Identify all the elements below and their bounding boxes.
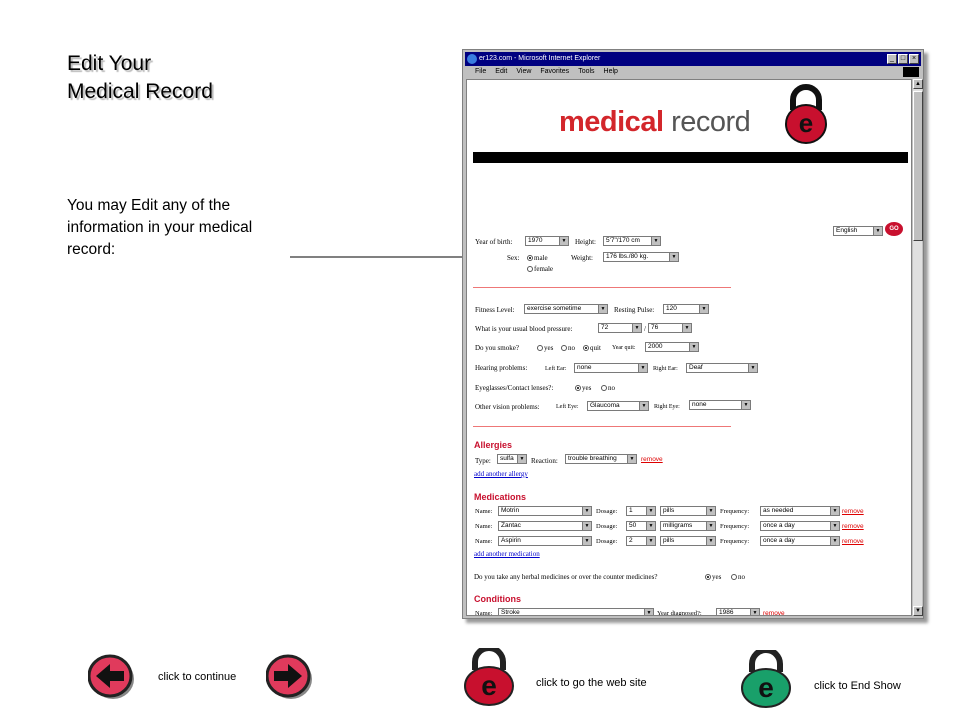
maximize-button[interactable]: □	[898, 54, 908, 64]
med-unit-select[interactable]: pills ▼	[660, 536, 716, 546]
conditions-heading: Conditions	[474, 594, 521, 604]
add-medication-link[interactable]: add another medication	[474, 550, 540, 558]
browser-window-title: er123.com - Microsoft Internet Explorer	[479, 55, 601, 62]
eyeglasses-no-option[interactable]	[601, 384, 615, 392]
padlock-e-logo-icon	[783, 84, 829, 146]
slide-title-line2: Medical Record	[67, 80, 213, 103]
sex-male-option[interactable]	[527, 254, 548, 262]
med-frequency-select[interactable]: once a day ▼	[760, 536, 840, 546]
website-padlock-button[interactable]	[461, 648, 517, 706]
pulse-label: Resting Pulse:	[614, 306, 655, 314]
menu-view[interactable]: View	[516, 68, 532, 75]
remove-med-link[interactable]: remove	[842, 523, 864, 530]
weight-label: Weight:	[571, 254, 593, 262]
eyeglasses-no-radio[interactable]	[601, 385, 607, 391]
smoke-yes-option[interactable]	[537, 344, 553, 352]
smoke-yes-text: yes	[544, 344, 554, 352]
year-quit-label: Year quit:	[612, 345, 636, 351]
forward-arrow-button[interactable]	[266, 652, 314, 700]
med-name-select[interactable]: Aspirin ▼	[498, 536, 592, 546]
medical-record-logo	[559, 106, 750, 139]
go-button[interactable]: GO	[885, 222, 903, 236]
weight-select[interactable]: 176 lbs./80 kg. ▼	[603, 252, 679, 262]
med-dosage-label: Dosage:	[596, 523, 618, 530]
close-button[interactable]: ×	[909, 54, 919, 64]
med-frequency-label: Frequency:	[720, 523, 750, 530]
med-name-select[interactable]: Motrin ▼	[498, 506, 592, 516]
continue-label[interactable]: click to continue	[158, 671, 237, 683]
ie-icon	[467, 54, 477, 64]
smoke-label: Do you smoke?	[475, 344, 519, 352]
bp-separator: /	[644, 325, 646, 333]
med-name-label: Name:	[475, 538, 493, 545]
year-quit-select[interactable]: 2000 ▼	[645, 342, 699, 352]
pulse-select[interactable]: 120 ▼	[663, 304, 709, 314]
allergies-heading: Allergies	[474, 440, 513, 450]
med-name-select[interactable]: Zantac ▼	[498, 521, 592, 531]
menu-favorites[interactable]: Favorites	[540, 68, 570, 75]
remove-med-link[interactable]: remove	[842, 538, 864, 545]
browser-viewport	[466, 79, 912, 616]
vertical-scrollbar[interactable]	[912, 79, 922, 616]
menu-edit[interactable]: Edit	[495, 68, 508, 75]
year-of-birth-select[interactable]: 1970 ▼	[525, 236, 569, 246]
eyeglasses-label: Eyeglasses/Contact lenses?:	[475, 384, 554, 392]
windows-logo-icon	[903, 67, 919, 77]
eyeglasses-yes-text: yes	[582, 384, 592, 392]
end-show-label[interactable]: click to End Show	[814, 680, 901, 692]
browser-menu-bar	[465, 66, 921, 78]
herbal-yes-option[interactable]	[705, 573, 721, 581]
scroll-thumb[interactable]	[913, 91, 923, 241]
section-divider	[473, 287, 731, 288]
allergy-type-label: Type:	[475, 457, 491, 465]
slide-title	[67, 50, 213, 106]
smoke-quit-text: quit	[590, 344, 601, 352]
herbal-no-radio[interactable]	[731, 574, 737, 580]
bp-diastolic-select[interactable]: 76 ▼	[648, 323, 692, 333]
herbal-no-text: no	[738, 573, 745, 581]
reaction-select[interactable]: trouble breathing ▼	[565, 454, 637, 464]
condition-name-label: Name:	[475, 610, 493, 616]
logo-record: record	[671, 106, 751, 138]
end-show-padlock-button[interactable]	[738, 650, 794, 708]
logo-medical: medical	[559, 106, 664, 138]
med-dose-select[interactable]: 50 ▼	[626, 521, 656, 531]
smoke-no-option[interactable]	[561, 344, 575, 352]
right-eye-select[interactable]: none ▼	[689, 400, 751, 410]
right-ear-label: Right Ear:	[653, 366, 678, 372]
website-padlock-letter: e	[481, 670, 497, 701]
med-name-label: Name:	[475, 523, 493, 530]
right-ear-select[interactable]: Deaf ▼	[686, 363, 758, 373]
smoke-no-text: no	[568, 344, 575, 352]
med-unit-select[interactable]: pills ▼	[660, 506, 716, 516]
fitness-label: Fitness Level:	[475, 306, 515, 314]
remove-condition-link[interactable]: remove	[763, 610, 785, 616]
med-name-label: Name:	[475, 508, 493, 515]
language-select[interactable]: English ▼	[833, 226, 883, 236]
med-dosage-label: Dosage:	[596, 538, 618, 545]
slide-title-line1: Edit Your	[67, 52, 152, 75]
medications-heading: Medications	[474, 492, 527, 502]
sex-female-radio[interactable]	[527, 266, 533, 272]
year-diagnosed-label: Year diagnosed?:	[657, 610, 702, 616]
height-select[interactable]: 5'7"/170 cm ▼	[603, 236, 661, 246]
menu-tools[interactable]: Tools	[578, 68, 595, 75]
med-frequency-label: Frequency:	[720, 538, 750, 545]
padlock-e-letter: e	[798, 108, 814, 138]
year-of-birth-label: Year of birth:	[475, 238, 513, 246]
scroll-down-icon[interactable]: ▼	[913, 606, 923, 616]
remove-med-link[interactable]: remove	[842, 508, 864, 515]
add-allergy-link[interactable]: add another allergy	[474, 470, 528, 478]
eyeglasses-no-text: no	[608, 384, 615, 392]
med-unit-select[interactable]: milligrams ▼	[660, 521, 716, 531]
med-dose-select[interactable]: 1 ▼	[626, 506, 656, 516]
med-frequency-label: Frequency:	[720, 508, 750, 515]
sex-male-text: male	[534, 254, 548, 262]
menu-file[interactable]: File	[475, 68, 487, 75]
left-ear-label: Left Ear:	[545, 366, 567, 372]
fitness-select[interactable]: exercise sometime ▼	[524, 304, 608, 314]
smoke-no-radio[interactable]	[561, 345, 567, 351]
med-frequency-select[interactable]: as needed ▼	[760, 506, 840, 516]
left-eye-select[interactable]: Glaucoma ▼	[587, 401, 649, 411]
menu-help[interactable]: Help	[603, 68, 618, 75]
year-diagnosed-select[interactable]: 1986 ▼	[716, 608, 760, 616]
left-ear-select[interactable]: none ▼	[574, 363, 648, 373]
herbal-no-option[interactable]	[731, 573, 745, 581]
eyeglasses-yes-radio[interactable]	[575, 385, 581, 391]
sex-label: Sex:	[507, 254, 520, 262]
website-label[interactable]: click to go the web site	[536, 677, 647, 689]
herbal-label: Do you take any herbal medicines or over the counter medicines?	[474, 573, 658, 581]
eyeglasses-yes-option[interactable]	[575, 384, 591, 392]
scroll-up-icon[interactable]: ▲	[913, 79, 923, 89]
smoke-yes-radio[interactable]	[537, 345, 543, 351]
bp-systolic-select[interactable]: 72 ▼	[598, 323, 642, 333]
height-label: Height:	[575, 238, 596, 246]
condition-name-select[interactable]: Stroke ▼	[498, 608, 654, 616]
browser-window	[462, 49, 924, 619]
med-frequency-select[interactable]: once a day ▼	[760, 521, 840, 531]
section-divider	[473, 426, 731, 427]
end-show-padlock-letter: e	[758, 672, 774, 703]
herbal-yes-radio[interactable]	[705, 574, 711, 580]
back-arrow-button[interactable]	[88, 652, 136, 700]
sex-female-text: female	[534, 265, 554, 273]
blood-pressure-label: What is your usual blood pressure:	[475, 325, 573, 333]
herbal-yes-text: yes	[712, 573, 722, 581]
right-eye-label: Right Eye:	[654, 404, 680, 410]
minimize-button[interactable]: _	[887, 54, 897, 64]
hearing-label: Hearing problems:	[475, 364, 528, 372]
vision-label: Other vision problems:	[475, 403, 540, 411]
browser-title-bar	[465, 52, 921, 66]
med-dose-select[interactable]: 2 ▼	[626, 536, 656, 546]
remove-allergy-link[interactable]: remove	[641, 456, 663, 463]
header-bar	[473, 152, 908, 163]
allergy-type-select[interactable]: sulfa ▼	[497, 454, 527, 464]
slide-description: You may Edit any of the information in your medical record:	[67, 197, 253, 258]
med-dosage-label: Dosage:	[596, 508, 618, 515]
smoke-quit-radio[interactable]	[583, 345, 589, 351]
sex-male-radio[interactable]	[527, 255, 533, 261]
reaction-label: Reaction:	[531, 457, 558, 465]
smoke-quit-option[interactable]	[583, 344, 601, 352]
left-eye-label: Left Eye:	[556, 404, 579, 410]
sex-female-option[interactable]	[527, 265, 553, 273]
